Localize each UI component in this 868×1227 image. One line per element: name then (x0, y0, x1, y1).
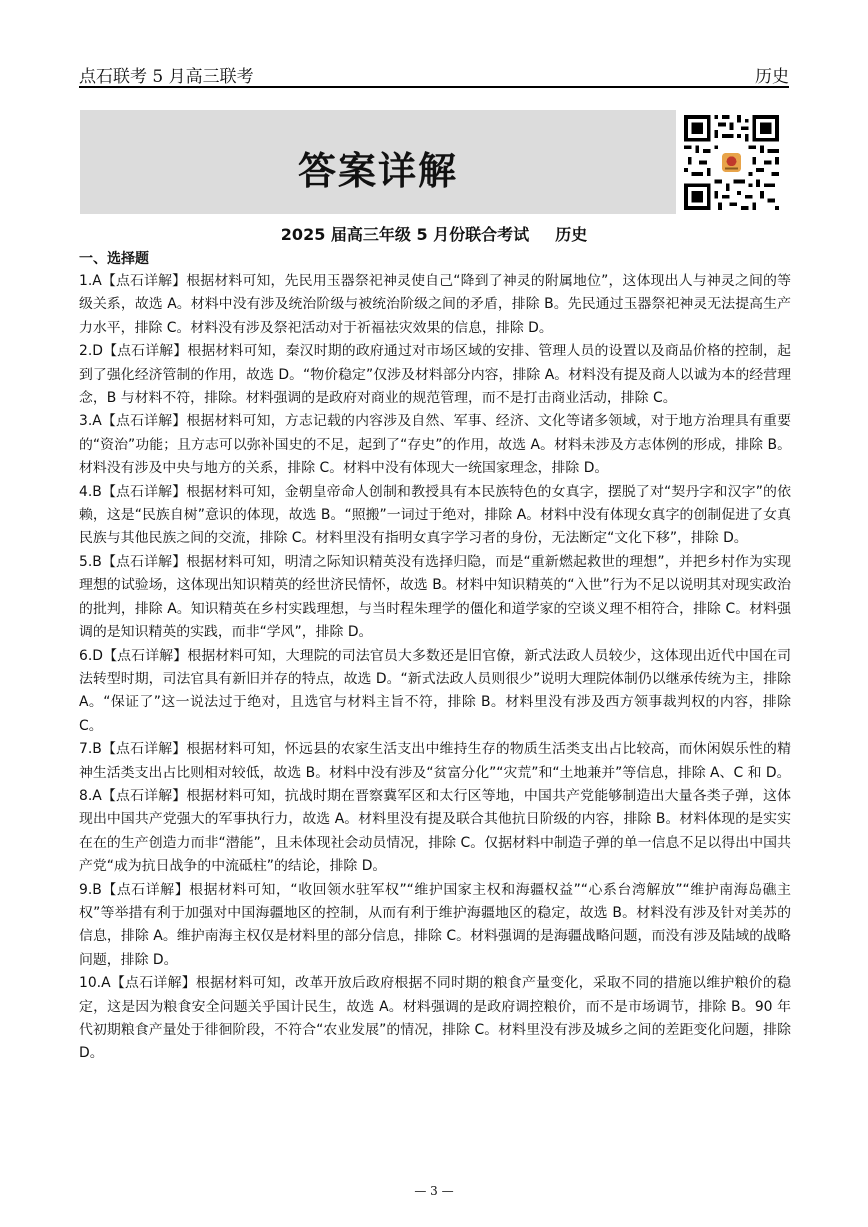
header-exam-name: 点石联考 5 月高三联考 (79, 67, 254, 87)
answer-item-8: 8.A【点石详解】根据材料可知，抗战时期在晋察冀军区和太行区等地，中国共产党能够制造出大量各类子弹，这体现出中国共产党强大的军事执行力，故选 A。材料里没有提及联合其他抗日阶级的内容，排除 B。材料体现的是实实在在的生产创造力而非“潜能”，且未体现社会动员情况，排除 C。仅据材料中制造子弹的单一信息不足以得出中国共产党“成为抗日战争的中流砥柱”的结论，排除 D。 (79, 787, 791, 875)
title-banner (80, 110, 676, 214)
answer-item-4: 4.B【点石详解】根据材料可知，金朝皇帝命人创制和教授具有本民族特色的女真字，摆脱了对“契丹字和汉字”的依赖，这是“民族自树”意识的体现，故选 B。“照搬”一词过于绝对，排除 A。材料中没有体现女真字的创制促进了女真民族与其他民族之间的交流，排除 C。材料里没有指明女真字学习者的身份，无法断定“文化下移”，排除 D。 (79, 483, 791, 547)
answer-list (79, 270, 791, 1066)
page-header (79, 60, 789, 87)
answer-item-7: 7.B【点石详解】根据材料可知，怀远县的农家生活支出中维持生存的物质生活类支出占比较高，而休闲娱乐性的精神生活类支出占比则相对较低，故选 B。材料中没有涉及“贫富分化”“灾荒”和“土地兼并”等信息，排除 A、C 和 D。 (79, 741, 791, 781)
section-heading: 一、选择题 (79, 251, 149, 267)
answer-item-2: 2.D【点石详解】根据材料可知，秦汉时期的政府通过对市场区域的安排、管理人员的设置以及商品价格的控制，起到了强化经济管制的作用，故选 D。“物价稳定”仅涉及材料部分内容，排除 A。材料没有提及商人以诚为本的经营理念，B 与材料不符，排除。材料强调的是政府对商业的规范管理，而不是打击商业活动，排除 C。 (79, 343, 791, 407)
exam-title-text: 2025 届高三年级 5 月份联合考试 (280, 225, 530, 244)
qr-code-icon (684, 115, 779, 210)
answer-item-5: 5.B【点石详解】根据材料可知，明清之际知识精英没有选择归隐，而是“重新燃起救世的理想”，并把乡村作为实现理想的试验场，这体现出知识精英的经世济民情怀，故选 B。材料中知识精英的“入世”行为不足以说明其对现实政治的批判，排除 A。知识精英在乡村实践理想，与当时程朱理学的僵化和道学家的空谈义理不相符合，排除 C。材料强调的是知识精英的实践，而非“学风”，排除 D。 (79, 553, 791, 641)
header-subject: 历史 (755, 67, 789, 87)
answer-item-1: 1.A【点石详解】根据材料可知，先民用玉器祭祀神灵使自己“降到了神灵的附属地位”，这体现出人与神灵之间的等级关系，故选 A。材料中没有涉及统治阶级与被统治阶级之间的矛盾，排除 B。先民通过玉器祭祀神灵无法提高生产力水平，排除 C。材料没有涉及祭祀活动对于祈福祛灾效果的信息，排除 D。 (79, 273, 791, 336)
answer-item-10: 10.A【点石详解】根据材料可知，改革开放后政府根据不同时期的粮食产量变化，采取不同的措施以维护粮价的稳定，这是因为粮食安全问题关乎国计民生，故选 A。材料强调的是政府调控粮价，而不是市场调节，排除 B。90 年代初期粮食产量处于徘徊阶段，不符合“农业发展”的情况，排除 C。材料里没有涉及城乡之间的差距变化问题，排除 D。 (79, 975, 791, 1062)
answer-item-3: 3.A【点石详解】根据材料可知，方志记载的内容涉及自然、军事、经济、文化等诸多领域，对于地方治理具有重要的“资治”功能；且方志可以弥补国史的不足，起到了“存史”的作用，故选 A。材料未涉及方志体例的形成，排除 B。材料没有涉及中央与地方的关系，排除 C。材料中没有体现大一统国家理念，排除 D。 (79, 413, 791, 477)
page-number: — 3 — (414, 1184, 454, 1198)
answer-item-9: 9.B【点石详解】根据材料可知，“收回领水驻军权”“维护国家主权和海疆权益”“心系台湾解放”“维护南海岛礁主权”等举措有利于加强对中国海疆地区的控制，从而有利于维护海疆地区的稳定，故选 B。材料没有涉及针对美苏的信息，排除 A。维护南海主权仅是材料里的部分信息，排除 C。材料强调的是海疆战略问题，而没有涉及陆域的战略问题，排除 D。 (79, 881, 791, 968)
exam-subject: 历史 (555, 225, 588, 244)
exam-title (0, 222, 868, 245)
header-divider (79, 86, 789, 88)
answer-item-6: 6.D【点石详解】根据材料可知，大理院的司法官员大多数还是旧官僚，新式法政人员较少，这体现出近代中国在司法转型时期，司法官具有新旧并存的特点，故选 D。“新式法政人员则很少”说明大理院体制仍以继承传统为主，排除 A。“保证了”这一说法过于绝对，且选官与材料主旨不符，排除 B。材料里没有涉及西方领事裁判权的内容，排除 C。 (79, 647, 791, 734)
banner-title: 答案详解 (297, 148, 458, 193)
